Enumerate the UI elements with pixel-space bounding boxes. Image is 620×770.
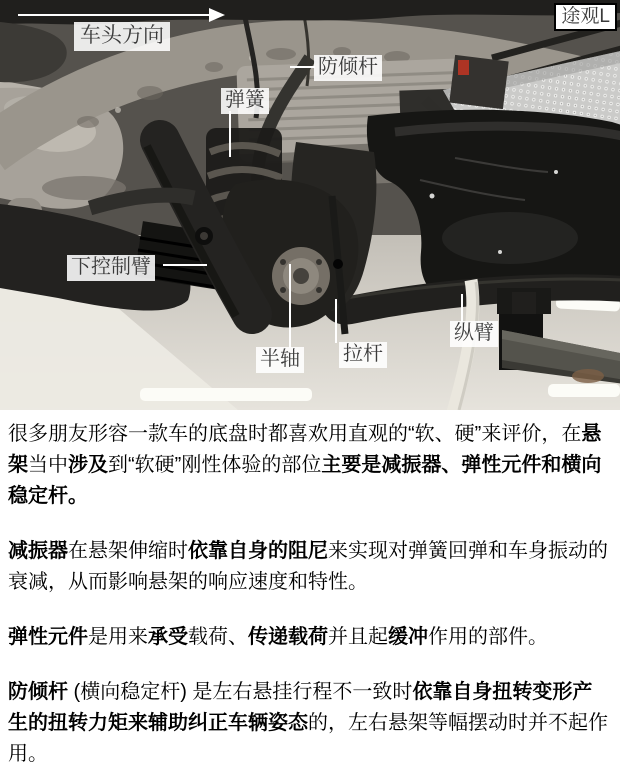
leader-line-tie-rod [335, 299, 337, 343]
article-paragraph-2: 减振器在悬架伸缩时依靠自身的阻尼来实现对弹簧回弹和车身振动的衰减，从而影响悬架的响应速度和特性。 [8, 540, 608, 593]
arrow-shaft [18, 14, 210, 16]
leader-line-trailing-arm [461, 294, 463, 322]
label-spring: 弹簧 [221, 88, 269, 114]
leader-line-anti-roll-bar [290, 66, 315, 68]
leader-line-lower-control-arm [163, 264, 207, 266]
model-badge: 途观L [554, 3, 617, 31]
article-paragraph-4: 防倾杆 (横向稳定杆) 是左右悬挂行程不一致时依靠自身扭转变形产生的扭转力矩来辅助纠正车辆姿态的，左右悬架等幅摆动时并不起作用。 [8, 681, 608, 765]
article-paragraph-3: 弹性元件是用来承受载荷、传递载荷并且起缓冲作用的部件。 [8, 626, 548, 648]
label-half-shaft: 半轴 [256, 347, 304, 373]
label-tie-rod: 拉杆 [339, 342, 387, 368]
leader-line-spring [229, 111, 231, 157]
direction-label: 车头方向 [74, 22, 170, 51]
arrow-head-icon [209, 8, 225, 22]
leader-line-half-shaft [289, 264, 291, 348]
label-trailing-arm: 纵臂 [450, 321, 498, 347]
article-section [0, 410, 620, 770]
label-lower-control-arm: 下控制臂 [67, 255, 155, 281]
article-paragraph-1: 很多朋友形容一款车的底盘时都喜欢用直观的“软、硬”来评价，在悬架当中涉及到“软硬”刚性体验的部位主要是减振器、弹性元件和横向稳定杆。 [8, 423, 602, 507]
label-anti-roll-bar: 防倾杆 [314, 55, 382, 81]
